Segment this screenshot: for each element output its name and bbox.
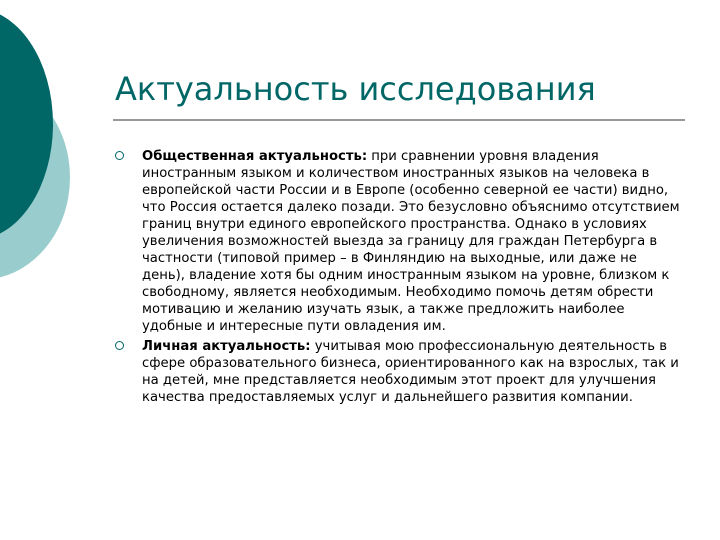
bullet-text: учитывая мою профессиональную деятельность в сфере образовательного бизнеса, ориентированного как на взрослых, так и на детей, мне представляется необходимым этот проект для улучшения качества предоставляемых услуг и дальнейшего развития компании.: [142, 339, 679, 405]
slide-title: Актуальность исследования: [115, 70, 596, 108]
title-divider: [113, 119, 685, 121]
slide-body: [115, 148, 680, 409]
bullet-item-personal: [115, 338, 680, 406]
bullet-lead: Общественная актуальность:: [142, 149, 368, 164]
hollow-circle-bullet-icon: [115, 151, 124, 160]
bullet-item-social: [115, 148, 680, 335]
bullet-text: при сравнении уровня владения иностранным языком и количеством иностранных языков на человека в европейской части России и в Европе (особенно северной ее части) видно, что Россия остается далеко позади. Это безусловно объяснимо отсутствием границ внутри единого европейского пространства. Однако в условиях увеличения возможностей выезда за границу для граждан Петербурга в частности (типовой пример – в Финляндию на выходные, или даже не день), владение хотя бы одним иностранным языком на уровне, близком к свободному, является необходимым. Необходимо помочь детям обрести мотивацию и желанию изучать язык, а также предложить наиболее удобные и интересные пути овладения им.: [142, 149, 680, 334]
hollow-circle-bullet-icon: [115, 341, 124, 350]
bullet-lead: Личная актуальность:: [142, 339, 311, 354]
